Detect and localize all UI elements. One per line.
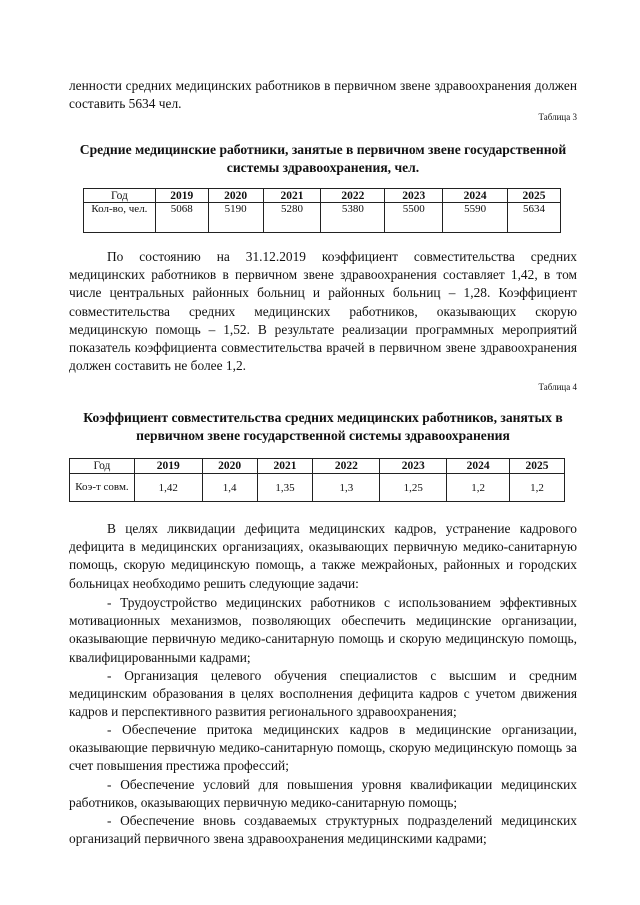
- task-item: - Обеспечение притока медицинских кадров в медицинские организации, оказывающие первичную медико-санитарную помощь, скорую медицинскую помощь за счет повышения престижа профессий;: [69, 722, 577, 774]
- table4-header-row: [70, 459, 565, 474]
- table3-header-row: [84, 189, 561, 203]
- table3-row-label: Кол-во, чел.: [84, 203, 156, 233]
- table3: [83, 188, 561, 233]
- table3-cell: 5190: [208, 203, 263, 233]
- table4-cell: 1,3: [313, 474, 380, 502]
- table4-cell: 1,35: [257, 474, 313, 502]
- table4-cell: 1,25: [380, 474, 447, 502]
- table3-year: 2025: [508, 189, 561, 203]
- table3-cell: 5280: [263, 203, 321, 233]
- table3-year: 2022: [321, 189, 385, 203]
- table3-title: Средние медицинские работники, занятые в первичном звене государственной системы здравоохранения, чел.: [79, 142, 567, 175]
- table3-header-year: Год: [84, 189, 156, 203]
- table4-value-row: [70, 474, 565, 502]
- table4-row-label: Коэ-т совм.: [70, 474, 135, 502]
- task-item: - Организация целевого обучения специалистов с высшим и средним медицинским образования в целях восполнения дефицита кадров с учетом движения кадров и перспективного развития регионального здравоохранения;: [69, 668, 577, 720]
- task-item: - Трудоустройство медицинских работников с использованием эффективных мотивационных механизмов, позволяющих обеспечить медицинские организации, оказывающие первичную медико-санитарную помощь и скорую медицинскую помощь, квалифицированными кадрами;: [69, 595, 577, 665]
- table4-year: 2024: [447, 459, 510, 474]
- table4-header-year: Год: [70, 459, 135, 474]
- table4-year: 2021: [257, 459, 313, 474]
- paragraph-tasks-intro: В целях ликвидации дефицита медицинских кадров, устранение кадрового дефицита в медицинских организациях, оказывающих первичную медико-санитарную помощь, скорую медицинскую помощь, а также межрайоных, районных и городских больницах необходимо решить следующие задачи:: [69, 521, 577, 591]
- table4-year: 2025: [510, 459, 565, 474]
- table4-cell: 1,42: [134, 474, 202, 502]
- table3-year: 2020: [208, 189, 263, 203]
- table4-cell: 1,4: [202, 474, 257, 502]
- table4-year: 2023: [380, 459, 447, 474]
- table3-cell: 5590: [443, 203, 508, 233]
- table3-cell: 5380: [321, 203, 385, 233]
- task-item: - Обеспечение вновь создаваемых структурных подразделений медицинских организаций первичного звена здравоохранения медицинскими кадрами;: [69, 813, 577, 847]
- table4-year: 2019: [134, 459, 202, 474]
- table3-year: 2021: [263, 189, 321, 203]
- table3-cell: 5068: [155, 203, 208, 233]
- paragraph-coefficient: По состоянию на 31.12.2019 коэффициент совместительства средних медицинских работников в первичном звене здравоохранения составляет 1,42, в том числе центральных районных больниц и районных больниц – 1,28. Коэффициент совместительства средних медицинских работников, оказывающих скорую медицинскую помощь – 1,52. В результате реализации программных мероприятий показатель коэффициента совместительства врачей в первичном звене здравоохранения должен составить не более 1,2.: [69, 249, 577, 374]
- table4-year: 2020: [202, 459, 257, 474]
- intro-paragraph: ленности средних медицинских работников в первичном звене здравоохранения должен составить 5634 чел.: [69, 78, 577, 112]
- table3-cell: 5500: [385, 203, 443, 233]
- table4-label: Таблица 4: [538, 382, 577, 392]
- table3-cell: 5634: [508, 203, 561, 233]
- table4-title: Коэффициент совместительства средних медицинских работников, занятых в первичном звене государственной системы здравоохранения: [83, 410, 563, 443]
- table4-cell: 1,2: [447, 474, 510, 502]
- table3-label: Таблица 3: [538, 112, 577, 122]
- table3-year: 2023: [385, 189, 443, 203]
- table3-value-row: [84, 203, 561, 233]
- table3-year: 2019: [155, 189, 208, 203]
- table4-year: 2022: [313, 459, 380, 474]
- table3-year: 2024: [443, 189, 508, 203]
- table4: [69, 458, 565, 502]
- table4-cell: 1,2: [510, 474, 565, 502]
- task-item: - Обеспечение условий для повышения уровня квалификации медицинских работников, оказывающих первичную медико-санитарную помощь;: [69, 777, 577, 811]
